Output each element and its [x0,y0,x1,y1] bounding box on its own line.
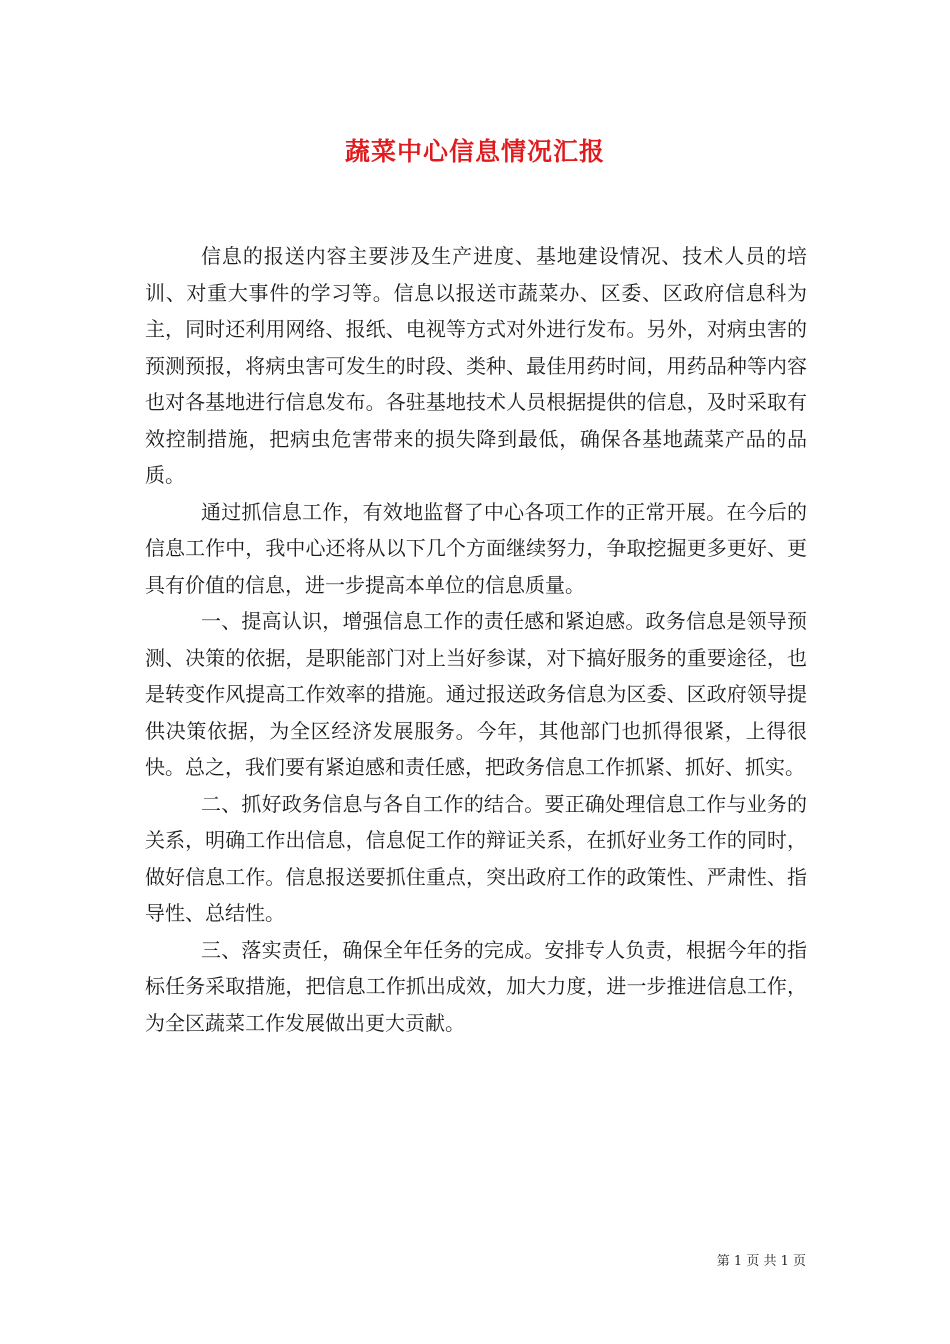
document-title: 蔬菜中心信息情况汇报 [344,137,605,166]
paragraph-3: 一、提高认识，增强信息工作的责任感和紧迫感。政务信息是领导预测、决策的依据，是职能部门对上当好参谋，对下搞好服务的重要途径，也是转变作风提高工作效率的措施。通过报送政务信息为区委、区政府领导提供决策依据，为全区经济发展服务。今年，其他部门也抓得很紧，上得很快。总之，我们要有紧迫感和责任感，把政务信息工作抓紧、抓好、抓实。 [145,609,807,779]
page-number-footer: 第 1 页 共 1 页 [716,1254,806,1269]
paragraph-5: 三、落实责任，确保全年任务的完成。安排专人负责，根据今年的指标任务采取措施，把信息工作抓出成效，加大力度，进一步推进信息工作，为全区蔬菜工作发展做出更大贡献。 [145,937,807,1035]
document-body [145,238,807,1041]
paragraph-1: 信息的报送内容主要涉及生产进度、基地建设情况、技术人员的培训、对重大事件的学习等。信息以报送市蔬菜办、区委、区政府信息科为主，同时还利用网络、报纸、电视等方式对外进行发布。另外，对病虫害的预测预报，将病虫害可发生的时段、类种、最佳用药时间，用药品种等内容也对各基地进行信息发布。各驻基地技术人员根据提供的信息，及时采取有效控制措施，把病虫危害带来的损失降到最低，确保各基地蔬菜产品的品质。 [145,244,807,487]
paragraph-4: 二、抓好政务信息与各自工作的结合。要正确处理信息工作与业务的关系，明确工作出信息，信息促工作的辩证关系，在抓好业务工作的同时，做好信息工作。信息报送要抓住重点，突出政府工作的政策性、严肃性、指导性、总结性。 [145,791,807,925]
paragraph-2: 通过抓信息工作，有效地监督了中心各项工作的正常开展。在今后的信息工作中，我中心还将从以下几个方面继续努力，争取挖掘更多更好、更具有价值的信息，进一步提高本单位的信息质量。 [145,499,807,597]
